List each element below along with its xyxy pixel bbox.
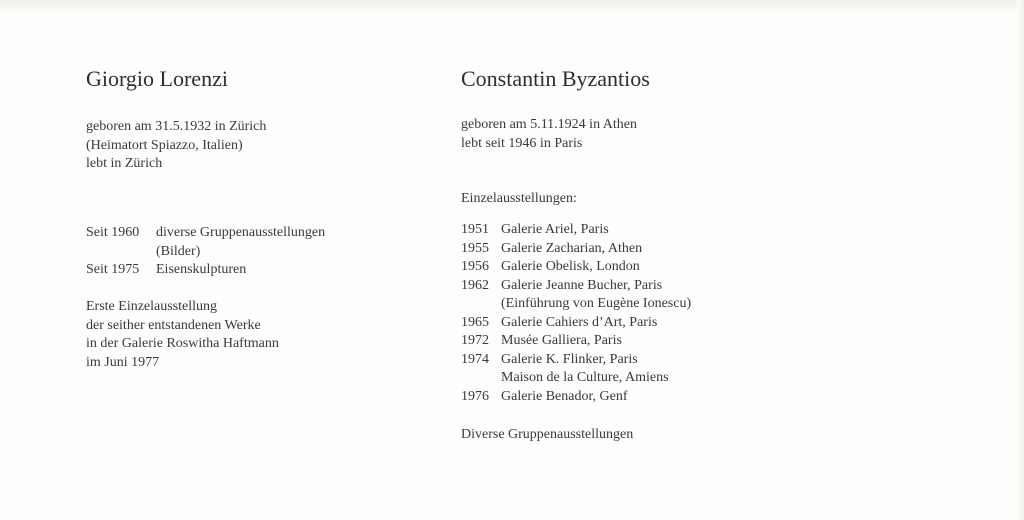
solo-heading-block [461, 190, 577, 209]
exhibition-line: Erste Einzelausstellung [86, 299, 218, 314]
career-text: Eisenskulpturen [156, 262, 247, 277]
exhibition-list [461, 221, 691, 406]
artist-bio [86, 118, 266, 174]
exhibition-venue: Galerie K. Flinker, Paris [501, 351, 638, 367]
career-text: diverse Gruppenausstellungen [156, 225, 326, 240]
career-row [86, 224, 325, 243]
career-year [86, 243, 156, 262]
exhibition-line: im Juni 1977 [86, 354, 160, 370]
artist-name: Constantin Byzantios [461, 66, 650, 91]
exhibition-row [461, 351, 691, 370]
exhibition-venue: Galerie Jeanne Bucher, Paris [501, 277, 663, 293]
exhibition-venue: Galerie Cahiers d’Art, Paris [501, 314, 658, 330]
exhibition-row [461, 258, 691, 277]
exhibition-year: 1951 [461, 222, 489, 237]
group-note-block [461, 426, 633, 445]
exhibition-row [461, 369, 691, 388]
exhibition-year: 1965 [461, 314, 489, 330]
page-top-edge [0, 0, 1024, 14]
exhibition-year [461, 369, 501, 388]
exhibition-row [461, 314, 691, 333]
bio-line: lebt in Zürich [86, 156, 163, 171]
group-exhibitions-note: Diverse Gruppenausstellungen [461, 427, 634, 442]
artist-name: Giorgio Lorenzi [86, 66, 228, 91]
exhibition-row [461, 388, 691, 407]
career-row [86, 243, 325, 262]
exhibition-year [461, 295, 501, 314]
exhibition-year: 1974 [461, 351, 489, 367]
exhibition-row [461, 277, 691, 296]
exhibition-year: 1962 [461, 277, 489, 293]
exhibition-row [461, 221, 691, 240]
exhibition-venue: Galerie Benador, Genf [501, 388, 628, 404]
bio-line: geboren am 5.11.1924 in Athen [461, 117, 638, 132]
exhibition-row [461, 295, 691, 314]
page-right-edge [1017, 0, 1024, 520]
career-row [86, 261, 325, 280]
exhibition-venue: Galerie Zacharian, Athen [501, 240, 643, 256]
career-year: Seit 1960 [86, 225, 140, 240]
exhibition-line: der seither entstandenen Werke [86, 317, 261, 333]
exhibition-venue: (Einführung von Eugène Ionescu) [501, 296, 692, 311]
career-year: Seit 1975 [86, 262, 140, 277]
career-list [86, 224, 325, 280]
exhibition-note [86, 298, 279, 372]
solo-exhibitions-heading: Einzelausstellungen: [461, 191, 577, 206]
exhibition-row [461, 240, 691, 259]
exhibition-year: 1955 [461, 240, 489, 256]
career-text: (Bilder) [156, 243, 201, 259]
exhibition-venue: Galerie Obelisk, London [501, 259, 640, 274]
exhibition-venue: Musée Galliera, Paris [501, 333, 622, 348]
artist-bio [461, 116, 637, 153]
exhibition-line: in der Galerie Roswitha Haftmann [86, 336, 279, 351]
exhibition-venue: Maison de la Culture, Amiens [501, 370, 669, 385]
bio-line: lebt seit 1946 in Paris [461, 135, 583, 151]
exhibition-year: 1976 [461, 388, 489, 404]
exhibition-row [461, 332, 691, 351]
exhibition-venue: Galerie Ariel, Paris [501, 222, 609, 237]
exhibition-year: 1956 [461, 259, 489, 274]
bio-line: geboren am 31.5.1932 in Zürich [86, 119, 267, 134]
exhibition-year: 1972 [461, 333, 489, 348]
bio-line: (Heimatort Spiazzo, Italien) [86, 137, 243, 153]
